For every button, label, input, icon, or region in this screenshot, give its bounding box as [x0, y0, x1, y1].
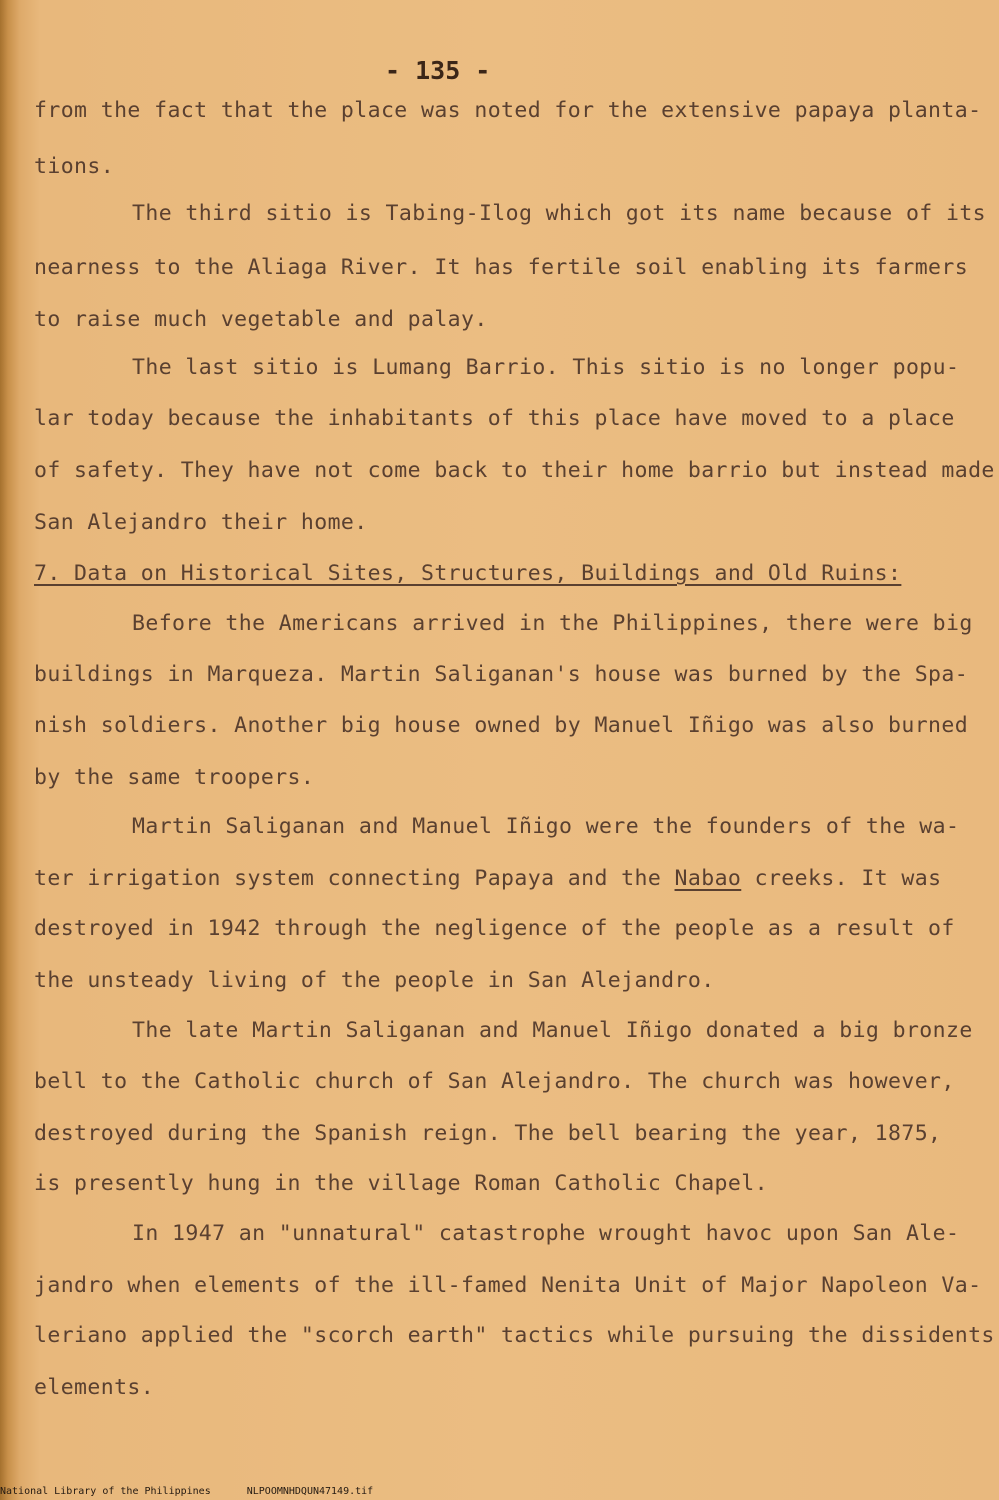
text-line: to raise much vegetable and palay.: [34, 307, 488, 332]
scan-footer: [0, 1486, 403, 1497]
text-segment: ter irrigation system connecting Papaya and the: [34, 866, 675, 891]
text-line: In 1947 an "unnatural" catastrophe wrought havoc upon San Ale-: [132, 1221, 960, 1246]
text-line: leriano applied the "scorch earth" tactics while pursuing the dissidents: [34, 1323, 995, 1348]
text-line: lar today because the inhabitants of this place have moved to a place: [34, 406, 955, 431]
text-line: tions.: [34, 154, 115, 179]
text-line: nearness to the Aliaga River. It has fertile soil enabling its farmers: [34, 255, 969, 280]
text-line: The third sitio is Tabing-Ilog which got its name because of its: [132, 201, 987, 226]
text-line: of safety. They have not come back to their home barrio but instead made: [34, 458, 995, 483]
text-line: destroyed during the Spanish reign. The bell bearing the year, 1875,: [34, 1121, 942, 1146]
text-line: Martin Saliganan and Manuel Iñigo were the founders of the wa-: [132, 814, 960, 839]
text-line: from the fact that the place was noted for the extensive papaya planta-: [34, 98, 982, 123]
page-number: - 135 -: [385, 56, 491, 85]
text-line: jandro when elements of the ill-famed Nenita Unit of Major Napoleon Va-: [34, 1273, 982, 1298]
text-line: nish soldiers. Another big house owned by Manuel Iñigo was also burned: [34, 713, 969, 738]
text-line: elements.: [34, 1375, 155, 1400]
text-line: bell to the Catholic church of San Alejandro. The church was however,: [34, 1069, 955, 1094]
text-line: [34, 868, 941, 890]
text-line: buildings in Marqueza. Martin Saliganan's house was burned by the Spa-: [34, 662, 969, 687]
text-line: San Alejandro their home.: [34, 510, 368, 535]
text-line: is presently hung in the village Roman Catholic Chapel.: [34, 1171, 768, 1196]
footer-filename: NLPOOMNHDQUN47149.tif: [246, 1486, 374, 1497]
footer-library: National Library of the Philippines: [0, 1486, 211, 1497]
text-line: The last sitio is Lumang Barrio. This sitio is no longer popu-: [132, 355, 960, 380]
text-line: the unsteady living of the people in San Alejandro.: [34, 968, 715, 993]
text-line: The late Martin Saliganan and Manuel Iñigo donated a big bronze: [132, 1018, 973, 1043]
text-line: Before the Americans arrived in the Philippines, there were big: [132, 611, 973, 636]
underlined-word: Nabao: [674, 866, 742, 891]
text-line: destroyed in 1942 through the negligence of the people as a result of: [34, 916, 955, 941]
text-line: by the same troopers.: [34, 765, 315, 790]
text-segment: creeks. It was: [741, 866, 942, 891]
section-heading: 7. Data on Historical Sites, Structures, Buildings and Old Ruins:: [34, 561, 902, 586]
